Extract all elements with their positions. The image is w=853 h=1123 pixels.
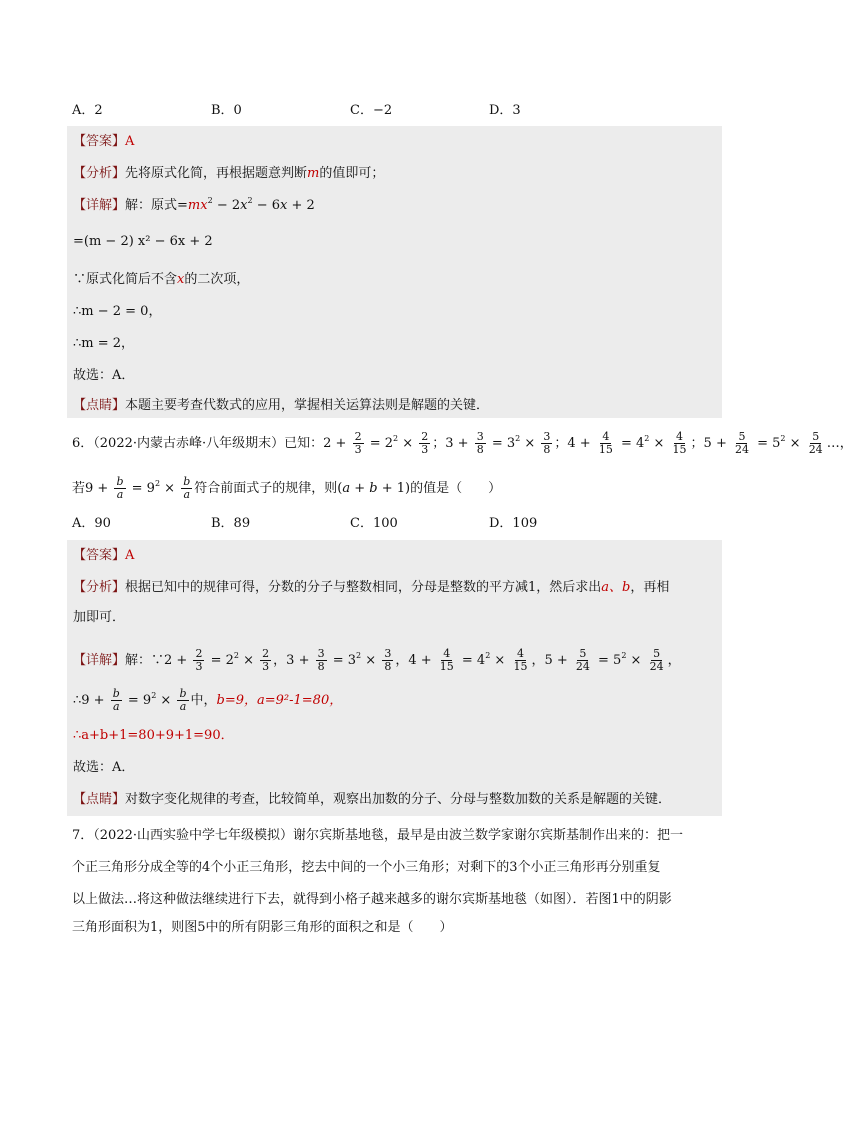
q6-options [72, 514, 628, 534]
step-line: ∴m = 2， [73, 336, 135, 351]
q6-stem: 6．（2022·内蒙古赤峰·八年级期末）已知：2 + $\frac{2}{3}$ = $2^2$ × $\frac{2}{3}$ ；3 + $\frac{3}{8}$ = $3^2$ × $\frac{3}{8}$ ；4 + $\frac{4}{15}$ = $4^2$ × $\frac{4}{15}$ ；5 + $\frac{5}{24}$ = $5^2$ × $\frac{5}{24}$ …， [72, 430, 853, 456]
answer-line: 【答案】A [73, 134, 135, 149]
step-line: ∴m − 2 = 0， [73, 304, 162, 319]
q5-options [72, 101, 628, 121]
step-line: ∵原式化简后不含x的二次项， [73, 272, 250, 287]
detail-expr: 2 + $\frac{2}{3}$ = $2^2$ × $\frac{2}{3}$ ，3 + $\frac{3}{8}$ = $3^2$ × $\frac{3}{8}$ ，4 + $\frac{4}{15}$ = $4^2$ × $\frac{4}{15}$ ，5 + $\frac{5}{24}$ = $5^2$ × $\frac{5}{24}$ ， [164, 647, 681, 673]
analysis-line: 【分析】根据已知中的规律可得，分数的分子与整数相同，分母是整数的平方减1，然后求出a、b，再相 [73, 580, 670, 595]
series-expr: 2 + $\frac{2}{3}$ = $2^2$ × $\frac{2}{3}$ ；3 + $\frac{3}{8}$ = $3^2$ × $\frac{3}{8}$ ；4 + $\frac{4}{15}$ = $4^2$ × $\frac{4}{15}$ ；5 + $\frac{5}{24}$ = $5^2$ × $\frac{5}{24}$ …， [323, 430, 853, 456]
choose-line: 故选：A． [73, 760, 135, 775]
q7-line: 个正三角形分成全等的4个小正三角形，挖去中间的一个小三角形；对剩下的3个小正三角形再分别重复 [72, 860, 661, 875]
expr: $mx^2 - 2x^2 - 6x + 2$ [187, 196, 315, 213]
comment-line: 【点睛】本题主要考查代数式的应用，掌握相关运算法则是解题的关键． [73, 398, 490, 413]
q6-answer-block [67, 540, 722, 816]
analysis-line: 【分析】先将原式化简，再根据题意判断m的值即可； [73, 166, 385, 181]
analysis-line-2: 加即可． [73, 610, 126, 625]
answer-line: 【答案】A [73, 548, 135, 563]
step-line: =(m − 2) x² − 6x + 2 [73, 234, 213, 249]
q6-stem-2: 若9 + $\frac{b}{a}$ = $9^2$ × $\frac{b}{a}$ 符合前面式子的规律，则(a + b + 1)的值是（ ） [72, 475, 502, 501]
choose-line: 故选：A． [73, 368, 135, 383]
option-c: C．100 [350, 516, 398, 531]
option-c: C．−2 [350, 103, 393, 118]
option-d: D．3 [489, 103, 521, 118]
q5-answer-block [67, 126, 722, 418]
option-b: B．0 [211, 103, 242, 118]
q7-line: 7．（2022·山西实验中学七年级模拟）谢尔宾斯基地毯，最早是由波兰数学家谢尔宾斯基制作出来的：把一 [72, 828, 683, 843]
option-a: A．2 [72, 103, 103, 118]
comment-line: 【点睛】对数字变化规律的考查，比较简单，观察出加数的分子、分母与整数加数的关系是解题的关键． [73, 792, 672, 807]
detail-line: 【详解】解：原式$=mx^2 - 2x^2 - 6x + 2$ [73, 196, 315, 213]
step-line: ∴a+b+1=80+9+1=90． [73, 728, 234, 743]
option-d: D．109 [489, 516, 538, 531]
q7-line: 以上做法…将这种做法继续进行下去，就得到小格子越来越多的谢尔宾斯基地毯（如图）．若图1中的阴影 [72, 892, 672, 907]
option-a: A．90 [72, 516, 111, 531]
option-b: B．89 [211, 516, 251, 531]
step-line: ∴9 + $\frac{b}{a}$ = $9^2$ × $\frac{b}{a}$ 中，b=9，a=9²-1=80， [73, 687, 343, 713]
q7-line: 三角形面积为1，则图5中的所有阴影三角形的面积之和是（ ） [72, 920, 453, 935]
detail-line: 【详解】解：∵2 + $\frac{2}{3}$ = $2^2$ × $\frac{2}{3}$ ，3 + $\frac{3}{8}$ = $3^2$ × $\frac{3}{8}$ ，4 + $\frac{4}{15}$ = $4^2$ × $\frac{4}{15}$ ，5 + $\frac{5}{24}$ = $5^2$ × $\frac{5}{24}$ ， [73, 647, 681, 673]
